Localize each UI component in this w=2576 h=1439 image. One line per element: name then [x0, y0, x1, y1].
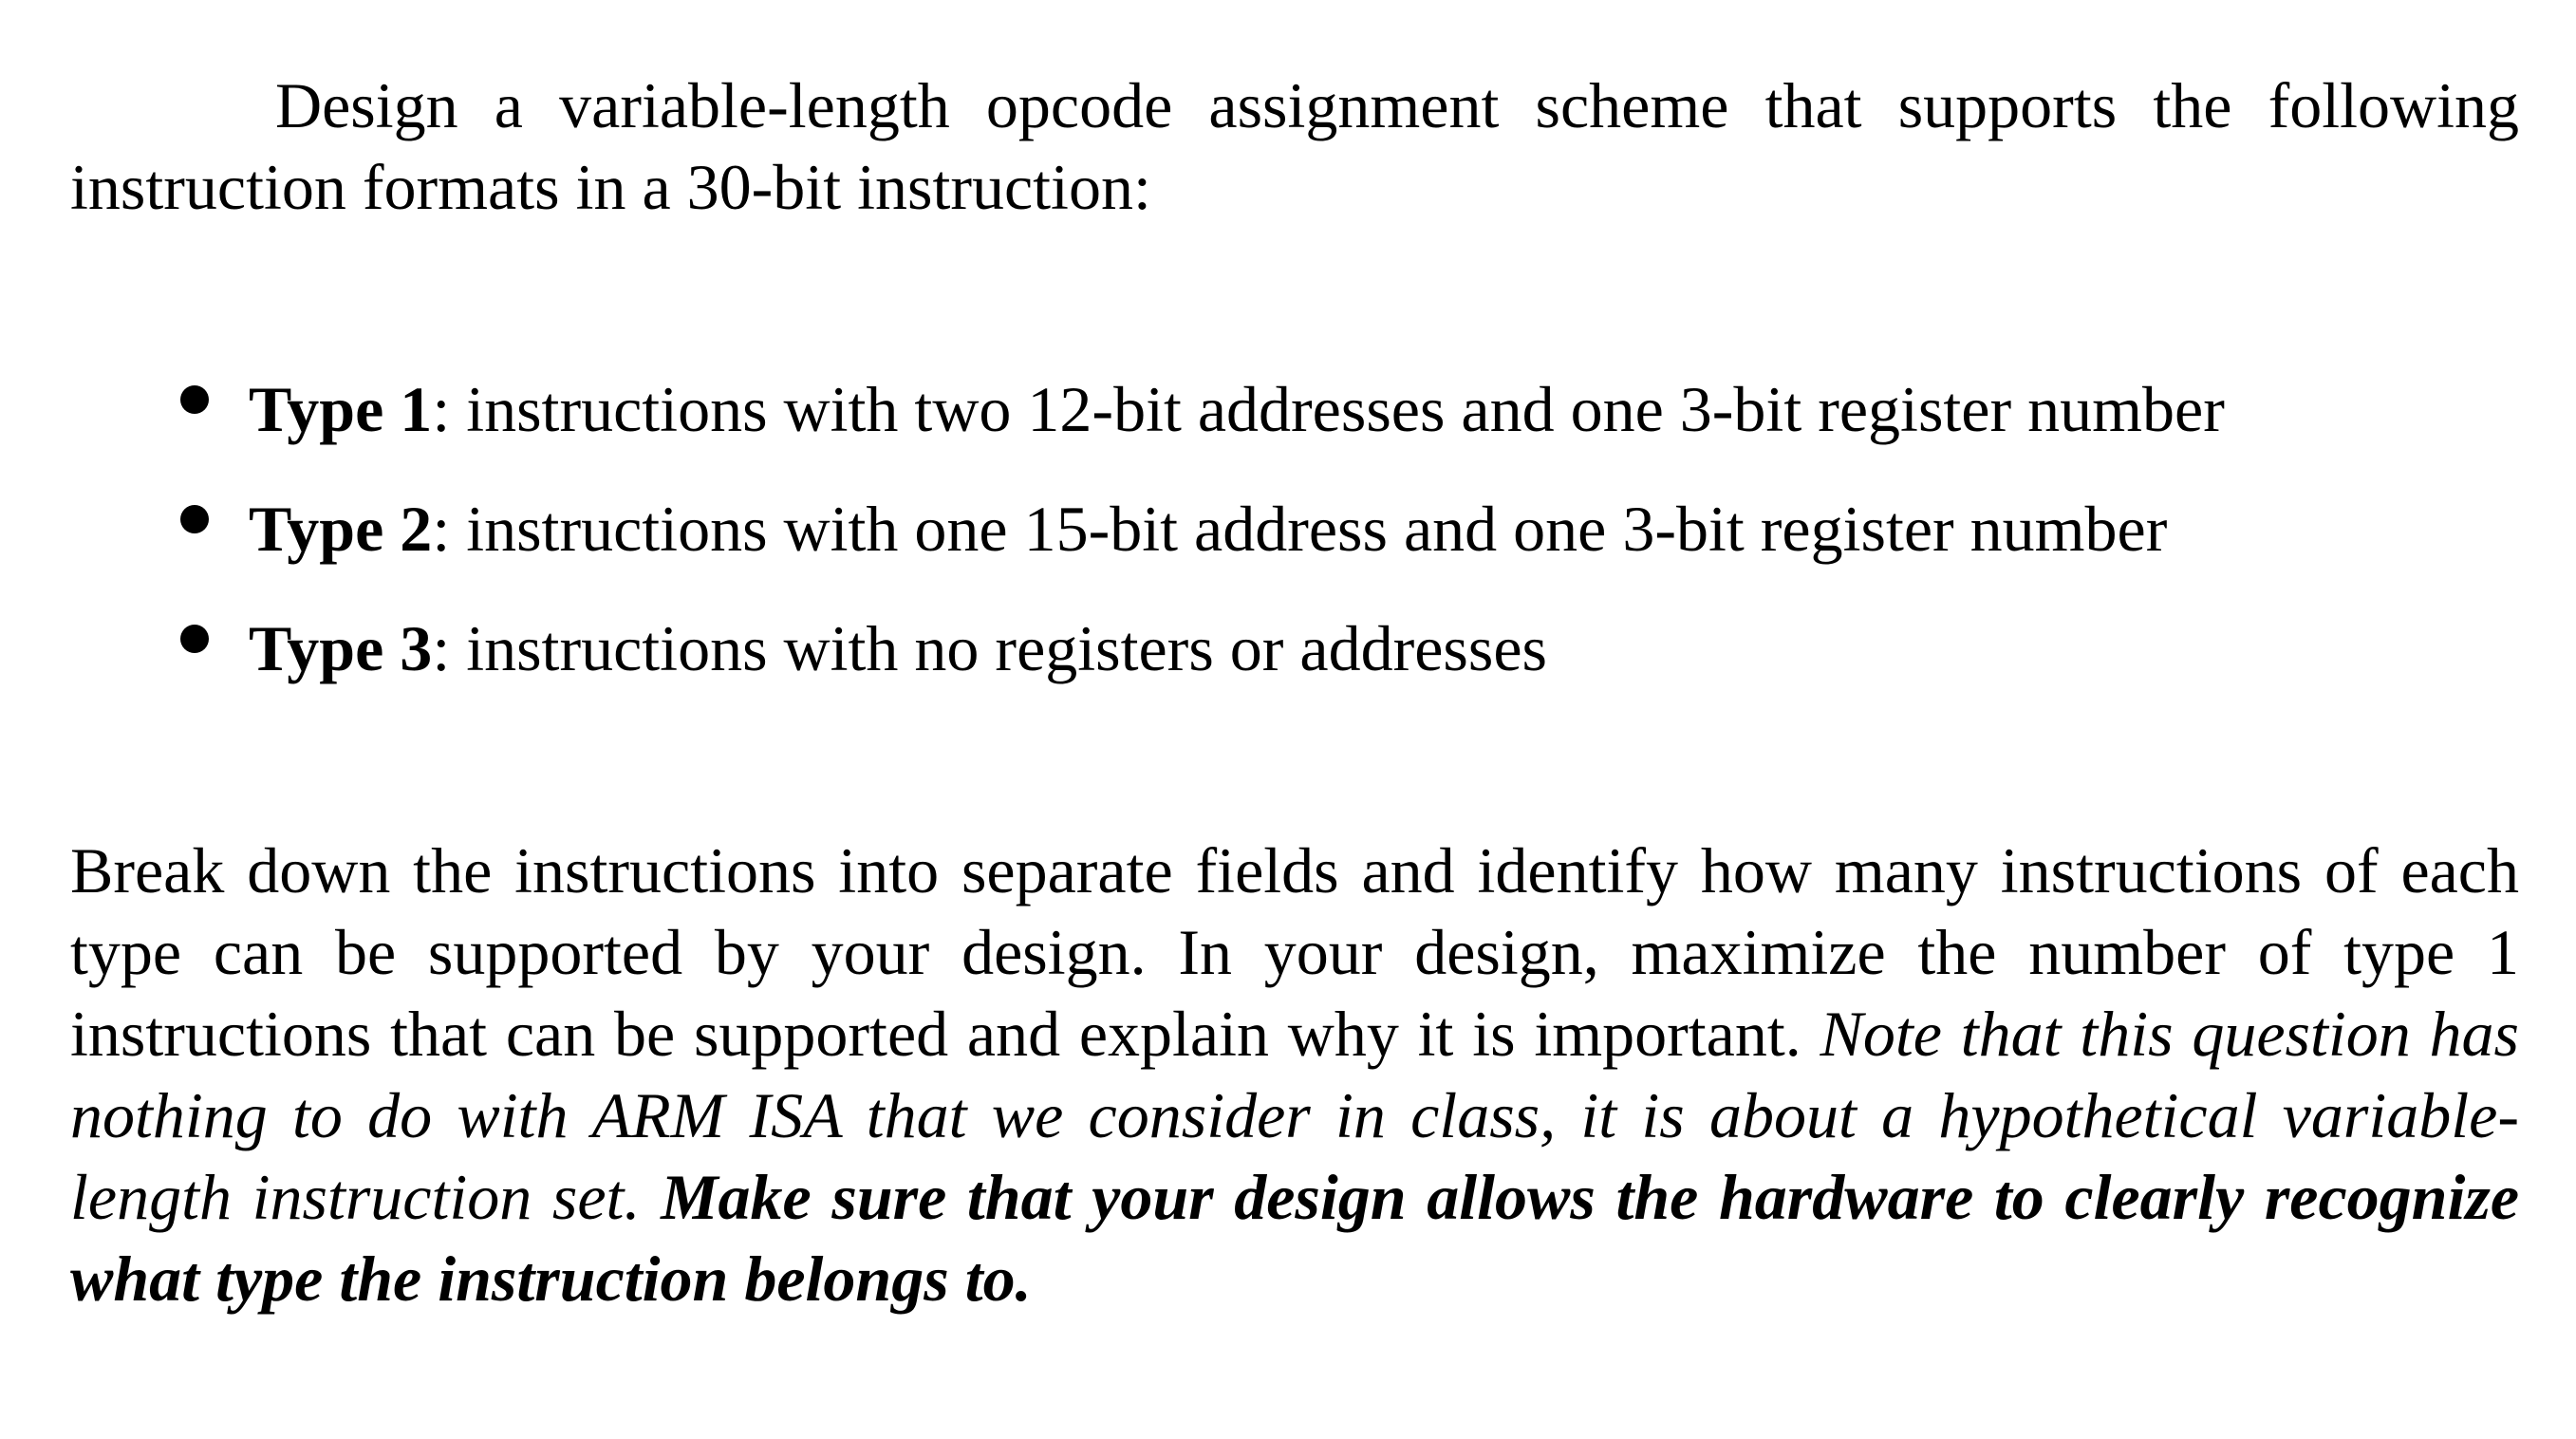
list-item-type-2	[70, 488, 2519, 570]
type-label: Type 1	[249, 373, 433, 445]
task-paragraph	[70, 830, 2519, 1319]
type-description: : instructions with two 12-bit addresses and one 3-bit register number	[432, 373, 2225, 445]
type-description: : instructions with no registers or addresses	[432, 612, 1548, 684]
task-text: Break down the instructions into separate fields and identify how many instructions of each type can be supported by your design. In your design, maximize the number of type 1 instructions that can be supported and explain why it is important.	[70, 834, 2519, 1070]
bullet-icon	[180, 385, 209, 414]
instruction-type-list	[70, 368, 2519, 727]
document-page	[70, 65, 2520, 1315]
intro-paragraph: Design a variable-length opcode assignment scheme that supports the following instruction formats in a 30-bit instruction:	[70, 69, 2519, 223]
task-requirement: Make sure that your design allows the hardware to clearly recognize what type the instruction belongs to.	[70, 1161, 2520, 1315]
type-label: Type 3	[249, 612, 433, 684]
list-item-type-1	[70, 368, 2519, 450]
bullet-icon	[180, 625, 209, 653]
task-note: Note that this question has nothing to do with ARM ISA that we consider in class, it is about a hypothetical variable-length instruction set.	[70, 998, 2519, 1233]
bullet-icon	[180, 505, 209, 533]
list-item-type-3	[70, 607, 2519, 689]
type-description: : instructions with one 15-bit address and one 3-bit register number	[432, 493, 2168, 565]
type-label: Type 2	[249, 493, 433, 565]
